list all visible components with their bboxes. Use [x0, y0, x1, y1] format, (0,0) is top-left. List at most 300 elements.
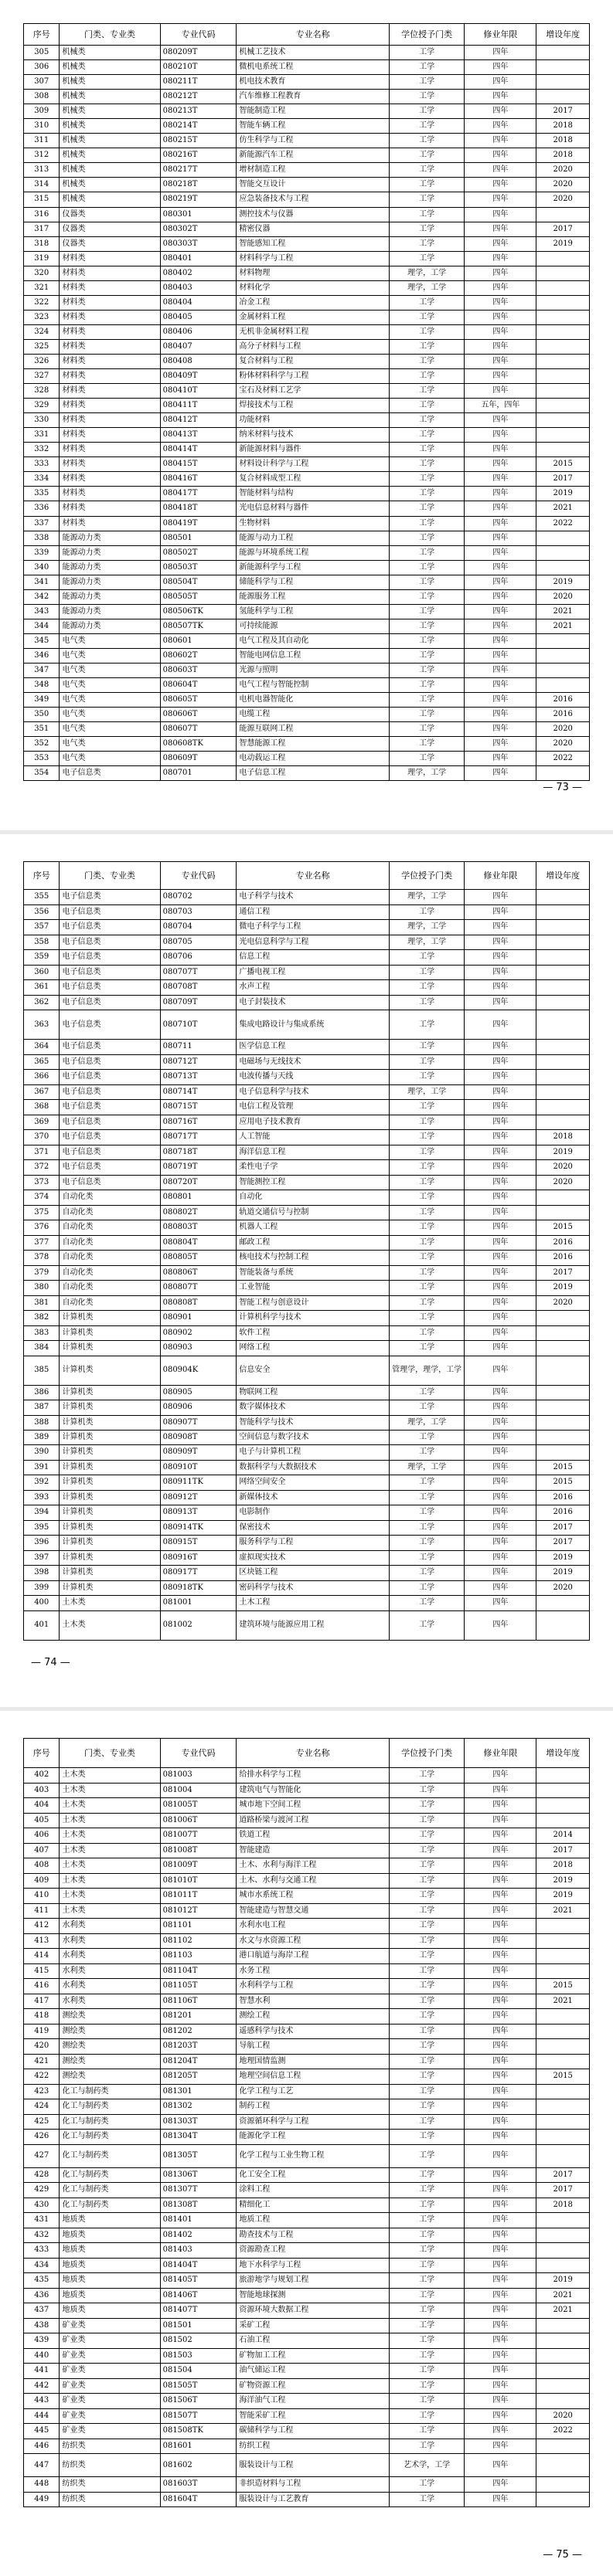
major-code: 080404 [160, 295, 237, 310]
study-duration: 四年 [465, 222, 536, 236]
study-duration: 四年 [465, 2318, 536, 2333]
discipline-category: 材料类 [60, 399, 160, 413]
study-duration: 四年 [465, 354, 536, 368]
table-row [24, 1251, 590, 1266]
study-duration: 四年 [465, 2130, 536, 2145]
year-added [536, 2213, 590, 2228]
year-added [536, 90, 590, 104]
discipline-category: 材料类 [60, 472, 160, 487]
year-added: 2019 [536, 1873, 590, 1889]
major-code: 081507T [160, 2408, 237, 2424]
row-number: 327 [24, 369, 60, 384]
year-added [536, 384, 590, 399]
degree-type: 工学 [389, 589, 465, 604]
row-number: 336 [24, 501, 60, 516]
table-row [24, 1979, 590, 1994]
discipline-category: 土木类 [60, 1858, 160, 1874]
row-number: 391 [24, 1460, 60, 1475]
table-row [24, 428, 590, 443]
year-added [536, 295, 590, 310]
degree-type: 理学，工学 [389, 1415, 465, 1430]
major-name: 粉体材料科学与工程 [237, 369, 390, 384]
majors-table [23, 23, 590, 781]
row-number: 316 [24, 207, 60, 222]
study-duration: 四年 [465, 1281, 536, 1296]
major-name: 材料设计科学与工程 [237, 457, 390, 472]
degree-type: 工学 [389, 2394, 465, 2409]
degree-type: 工学 [389, 1190, 465, 1206]
year-added [536, 1813, 590, 1828]
row-number: 433 [24, 2243, 60, 2259]
major-code: 081502 [160, 2333, 237, 2349]
row-number: 434 [24, 2258, 60, 2273]
year-added: 2017 [536, 472, 590, 487]
degree-type: 工学 [389, 1768, 465, 1784]
row-number: 401 [24, 1610, 60, 1640]
table-row [24, 487, 590, 501]
major-code: 081404T [160, 2258, 237, 2273]
year-added: 2018 [536, 1858, 590, 1874]
row-number: 372 [24, 1160, 60, 1176]
study-duration: 四年 [465, 501, 536, 516]
row-number: 339 [24, 545, 60, 560]
table-row [24, 2024, 590, 2039]
table-row [24, 1430, 590, 1445]
discipline-category: 自动化类 [60, 1205, 160, 1220]
major-name: 智能采矿工程 [237, 2408, 390, 2424]
study-duration: 四年 [465, 1054, 536, 1070]
major-name: 微机电系统工程 [237, 60, 390, 75]
degree-type: 工学 [389, 1341, 465, 1356]
table-row [24, 148, 590, 163]
discipline-category: 土木类 [60, 1828, 160, 1844]
row-number: 390 [24, 1445, 60, 1461]
year-added: 2014 [536, 1828, 590, 1844]
degree-type: 工学 [389, 178, 465, 192]
year-added: 2021 [536, 619, 590, 633]
major-code: 081203T [160, 2039, 237, 2055]
degree-type: 工学 [389, 663, 465, 677]
degree-type: 工学 [389, 693, 465, 708]
major-name: 仿生科学与工程 [237, 134, 390, 148]
study-duration: 四年 [465, 310, 536, 324]
major-name: 复合材料与工程 [237, 354, 390, 368]
discipline-category: 化工与制药类 [60, 2130, 160, 2145]
table-row [24, 2039, 590, 2055]
major-code: 080413T [160, 428, 237, 443]
study-duration: 四年 [465, 2198, 536, 2213]
discipline-category: 电子信息类 [60, 1100, 160, 1115]
degree-type: 工学 [389, 2333, 465, 2349]
degree-type: 工学 [389, 1445, 465, 1461]
row-number: 427 [24, 2144, 60, 2167]
major-name: 电波传播与天线 [237, 1070, 390, 1085]
major-name: 新能源科学与工程 [237, 560, 390, 575]
study-duration: 四年 [465, 1415, 536, 1430]
study-duration: 四年 [465, 890, 536, 905]
degree-type: 工学 [389, 1010, 465, 1040]
row-number: 359 [24, 950, 60, 966]
major-name: 涂料工程 [237, 2183, 390, 2198]
discipline-category: 材料类 [60, 443, 160, 457]
degree-type: 工学 [389, 2492, 465, 2507]
major-name: 宝石及材料工艺学 [237, 384, 390, 399]
major-code: 080215T [160, 134, 237, 148]
degree-type: 工学 [389, 163, 465, 178]
discipline-category: 材料类 [60, 428, 160, 443]
discipline-category: 计算机类 [60, 1385, 160, 1400]
study-duration: 四年 [465, 737, 536, 752]
study-duration: 四年 [465, 2054, 536, 2069]
degree-type: 工学 [389, 752, 465, 766]
major-code: 080402 [160, 266, 237, 280]
table-row [24, 134, 590, 148]
discipline-category: 计算机类 [60, 1550, 160, 1566]
discipline-category: 电子信息类 [60, 904, 160, 920]
major-code: 080805T [160, 1251, 237, 1266]
major-name: 高分子材料与工程 [237, 339, 390, 354]
table-row [24, 1341, 590, 1356]
study-duration: 四年 [465, 1070, 536, 1085]
row-number: 374 [24, 1190, 60, 1206]
study-duration: 四年 [465, 443, 536, 457]
major-name: 智能科学与技术 [237, 1415, 390, 1430]
major-code: 080604T [160, 678, 237, 693]
major-name: 电机电器智能化 [237, 693, 390, 708]
degree-type: 工学 [389, 633, 465, 648]
table-row [24, 1505, 590, 1521]
table-row [24, 1949, 590, 1964]
discipline-category: 矿业类 [60, 2408, 160, 2424]
major-code: 080406 [160, 324, 237, 339]
year-added [536, 1596, 590, 1611]
table-row [24, 2114, 590, 2130]
document-page [0, 834, 613, 1707]
degree-type: 工学 [389, 2114, 465, 2130]
study-duration: 四年 [465, 1341, 536, 1356]
table-row [24, 2130, 590, 2145]
table-row [24, 1550, 590, 1566]
row-number: 431 [24, 2213, 60, 2228]
study-duration: 四年 [465, 1994, 536, 2009]
discipline-category: 机械类 [60, 134, 160, 148]
table-row [24, 2273, 590, 2289]
year-added: 2018 [536, 1130, 590, 1145]
major-name: 汽车维修工程教育 [237, 90, 390, 104]
row-number: 305 [24, 46, 60, 60]
table-row [24, 266, 590, 280]
table-row [24, 339, 590, 354]
major-code: 081402 [160, 2228, 237, 2243]
degree-type: 管理学，理学，工学 [389, 1356, 465, 1385]
degree-type: 工学 [389, 1281, 465, 1296]
discipline-category: 电气类 [60, 663, 160, 677]
major-code: 081011T [160, 1889, 237, 1904]
table-row [24, 192, 590, 207]
year-added [536, 2009, 590, 2024]
study-duration: 四年 [465, 904, 536, 920]
discipline-category: 土木类 [60, 1873, 160, 1889]
row-number: 357 [24, 920, 60, 935]
row-number: 330 [24, 413, 60, 428]
major-name: 虚拟现实技术 [237, 1550, 390, 1566]
major-name: 通信工程 [237, 904, 390, 920]
study-duration: 四年 [465, 60, 536, 75]
row-number: 356 [24, 904, 60, 920]
major-code: 080303T [160, 236, 237, 251]
discipline-category: 能源动力类 [60, 589, 160, 604]
row-number: 403 [24, 1783, 60, 1798]
major-code: 080714T [160, 1084, 237, 1100]
study-duration: 四年 [465, 1475, 536, 1491]
major-code: 080912T [160, 1490, 237, 1505]
table-row [24, 2378, 590, 2394]
study-duration: 四年 [465, 1520, 536, 1536]
major-name: 工业智能 [237, 1281, 390, 1296]
row-number: 384 [24, 1341, 60, 1356]
row-number: 353 [24, 752, 60, 766]
table-row [24, 1858, 590, 1874]
degree-type: 工学 [389, 1843, 465, 1858]
study-duration: 四年 [465, 2273, 536, 2289]
row-number: 430 [24, 2198, 60, 2213]
year-added: 2020 [536, 1160, 590, 1176]
discipline-category: 电子信息类 [60, 1084, 160, 1100]
degree-type: 工学 [389, 708, 465, 722]
table-row [24, 1873, 590, 1889]
study-duration: 四年 [465, 1445, 536, 1461]
study-duration: 四年 [465, 413, 536, 428]
study-duration: 四年 [465, 560, 536, 575]
major-code: 080301 [160, 207, 237, 222]
year-added: 2019 [536, 1145, 590, 1160]
row-number: 307 [24, 75, 60, 90]
study-duration: 四年 [465, 1858, 536, 1874]
table-row [24, 1445, 590, 1461]
major-code: 081010T [160, 1873, 237, 1889]
degree-type: 工学 [389, 1070, 465, 1085]
year-added [536, 1054, 590, 1070]
discipline-category: 电子信息类 [60, 1040, 160, 1055]
year-added: 2020 [536, 178, 590, 192]
row-number: 334 [24, 472, 60, 487]
table-row [24, 1520, 590, 1536]
degree-type: 工学 [389, 1205, 465, 1220]
study-duration: 四年 [465, 920, 536, 935]
discipline-category: 机械类 [60, 75, 160, 90]
table-row [24, 413, 590, 428]
study-duration: 四年 [465, 2213, 536, 2228]
study-duration: 四年 [465, 589, 536, 604]
discipline-category: 电子信息类 [60, 1160, 160, 1176]
major-code: 081505T [160, 2378, 237, 2394]
row-number: 360 [24, 965, 60, 980]
degree-type: 工学 [389, 1889, 465, 1904]
degree-type: 工学 [389, 2084, 465, 2099]
major-name: 智能测控工程 [237, 1175, 390, 1190]
discipline-category: 电子信息类 [60, 1115, 160, 1130]
table-row [24, 295, 590, 310]
study-duration: 四年 [465, 1490, 536, 1505]
year-added: 2017 [536, 1536, 590, 1551]
row-number: 325 [24, 339, 60, 354]
major-name: 柔性电子学 [237, 1160, 390, 1176]
degree-type: 工学 [389, 2348, 465, 2364]
study-duration: 四年 [465, 90, 536, 104]
column-header: 专业名称 [237, 1739, 390, 1768]
discipline-category: 计算机类 [60, 1475, 160, 1491]
degree-type: 工学 [389, 2273, 465, 2289]
degree-type: 工学 [389, 2039, 465, 2055]
row-number: 398 [24, 1566, 60, 1581]
row-number: 409 [24, 1873, 60, 1889]
document-page [0, 0, 613, 830]
column-header: 修业年限 [465, 24, 536, 46]
major-code: 080906 [160, 1400, 237, 1416]
discipline-category: 测绘类 [60, 2009, 160, 2024]
degree-type: 工学 [389, 980, 465, 996]
year-added [536, 2144, 590, 2167]
row-number: 393 [24, 1490, 60, 1505]
study-duration: 四年 [465, 163, 536, 178]
degree-type: 工学 [389, 2439, 465, 2454]
discipline-category: 土木类 [60, 1768, 160, 1784]
row-number: 385 [24, 1356, 60, 1385]
study-duration: 四年 [465, 207, 536, 222]
year-added [536, 1356, 590, 1385]
study-duration: 四年 [465, 2333, 536, 2349]
degree-type: 工学 [389, 722, 465, 737]
table-row [24, 75, 590, 90]
row-number: 311 [24, 134, 60, 148]
major-code: 080713T [160, 1070, 237, 1085]
degree-type: 工学 [389, 2024, 465, 2039]
degree-type: 工学 [389, 737, 465, 752]
row-number: 317 [24, 222, 60, 236]
major-code: 080405 [160, 310, 237, 324]
row-number: 350 [24, 708, 60, 722]
study-duration: 四年 [465, 693, 536, 708]
degree-type: 工学 [389, 1963, 465, 1979]
degree-type: 工学 [389, 295, 465, 310]
degree-type: 工学 [389, 119, 465, 134]
major-name: 海洋油气工程 [237, 2394, 390, 2409]
row-number: 395 [24, 1520, 60, 1536]
table-row [24, 2084, 590, 2099]
year-added: 2016 [536, 1251, 590, 1266]
study-duration: 四年 [465, 2364, 536, 2379]
row-number: 396 [24, 1536, 60, 1551]
discipline-category: 水利类 [60, 1919, 160, 1934]
year-added [536, 339, 590, 354]
table-row [24, 1994, 590, 2009]
major-name: 微电子科学与工程 [237, 920, 390, 935]
year-added [536, 1933, 590, 1949]
table-row [24, 1235, 590, 1251]
discipline-category: 电子信息类 [60, 1010, 160, 1040]
major-name: 信息工程 [237, 950, 390, 966]
major-name: 能源互联网工程 [237, 722, 390, 737]
page-number: — 74 — [31, 1657, 70, 1668]
major-name: 能源化学工程 [237, 2130, 390, 2145]
degree-type: 理学，工学 [389, 266, 465, 280]
major-code: 081105T [160, 1979, 237, 1994]
row-number: 362 [24, 995, 60, 1010]
major-code: 080218T [160, 178, 237, 192]
table-row [24, 1919, 590, 1934]
year-added [536, 2348, 590, 2364]
major-name: 旅游地学与规划工程 [237, 2273, 390, 2289]
major-code: 081009T [160, 1858, 237, 1874]
discipline-category: 纺织类 [60, 2492, 160, 2507]
table-row [24, 1460, 590, 1475]
year-added: 2021 [536, 2303, 590, 2319]
discipline-category: 化工与制药类 [60, 2114, 160, 2130]
degree-type: 工学 [389, 1311, 465, 1326]
major-code: 080807T [160, 1281, 237, 1296]
study-duration: 四年 [465, 1145, 536, 1160]
discipline-category: 材料类 [60, 413, 160, 428]
degree-type: 工学 [389, 1220, 465, 1236]
row-number: 319 [24, 251, 60, 266]
major-name: 核电技术与控制工程 [237, 1251, 390, 1266]
table-row [24, 1175, 590, 1190]
degree-type: 工学 [389, 619, 465, 633]
year-added [536, 545, 590, 560]
discipline-category: 机械类 [60, 178, 160, 192]
row-number: 366 [24, 1070, 60, 1085]
year-added [536, 766, 590, 781]
major-code: 080210T [160, 60, 237, 75]
year-added: 2018 [536, 2198, 590, 2213]
year-added: 2022 [536, 752, 590, 766]
degree-type: 工学 [389, 2288, 465, 2303]
discipline-category: 电气类 [60, 708, 160, 722]
major-name: 生物材料 [237, 516, 390, 531]
table-row [24, 516, 590, 531]
table-row [24, 1145, 590, 1160]
study-duration: 四年 [465, 280, 536, 295]
discipline-category: 自动化类 [60, 1251, 160, 1266]
row-number: 371 [24, 1145, 60, 1160]
year-added: 2019 [536, 575, 590, 589]
major-name: 道路桥梁与渡河工程 [237, 1813, 390, 1828]
major-name: 港口航道与海岸工程 [237, 1949, 390, 1964]
study-duration: 四年 [465, 236, 536, 251]
year-added [536, 2454, 590, 2477]
major-code: 080715T [160, 1100, 237, 1115]
row-number: 446 [24, 2439, 60, 2454]
discipline-category: 计算机类 [60, 1311, 160, 1326]
degree-type: 工学 [389, 1858, 465, 1874]
discipline-category: 化工与制药类 [60, 2084, 160, 2099]
year-added [536, 920, 590, 935]
degree-type: 工学 [389, 545, 465, 560]
study-duration: 四年 [465, 1813, 536, 1828]
major-code: 080410T [160, 384, 237, 399]
study-duration: 四年 [465, 369, 536, 384]
row-number: 428 [24, 2167, 60, 2183]
major-code: 080802T [160, 1205, 237, 1220]
degree-type: 工学 [389, 384, 465, 399]
column-header: 学位授予门类 [389, 862, 465, 890]
discipline-category: 电子信息类 [60, 890, 160, 905]
year-added [536, 2439, 590, 2454]
major-code: 080803T [160, 1220, 237, 1236]
major-name: 应用电子技术教育 [237, 1115, 390, 1130]
table-row [24, 354, 590, 368]
year-added: 2020 [536, 1175, 590, 1190]
